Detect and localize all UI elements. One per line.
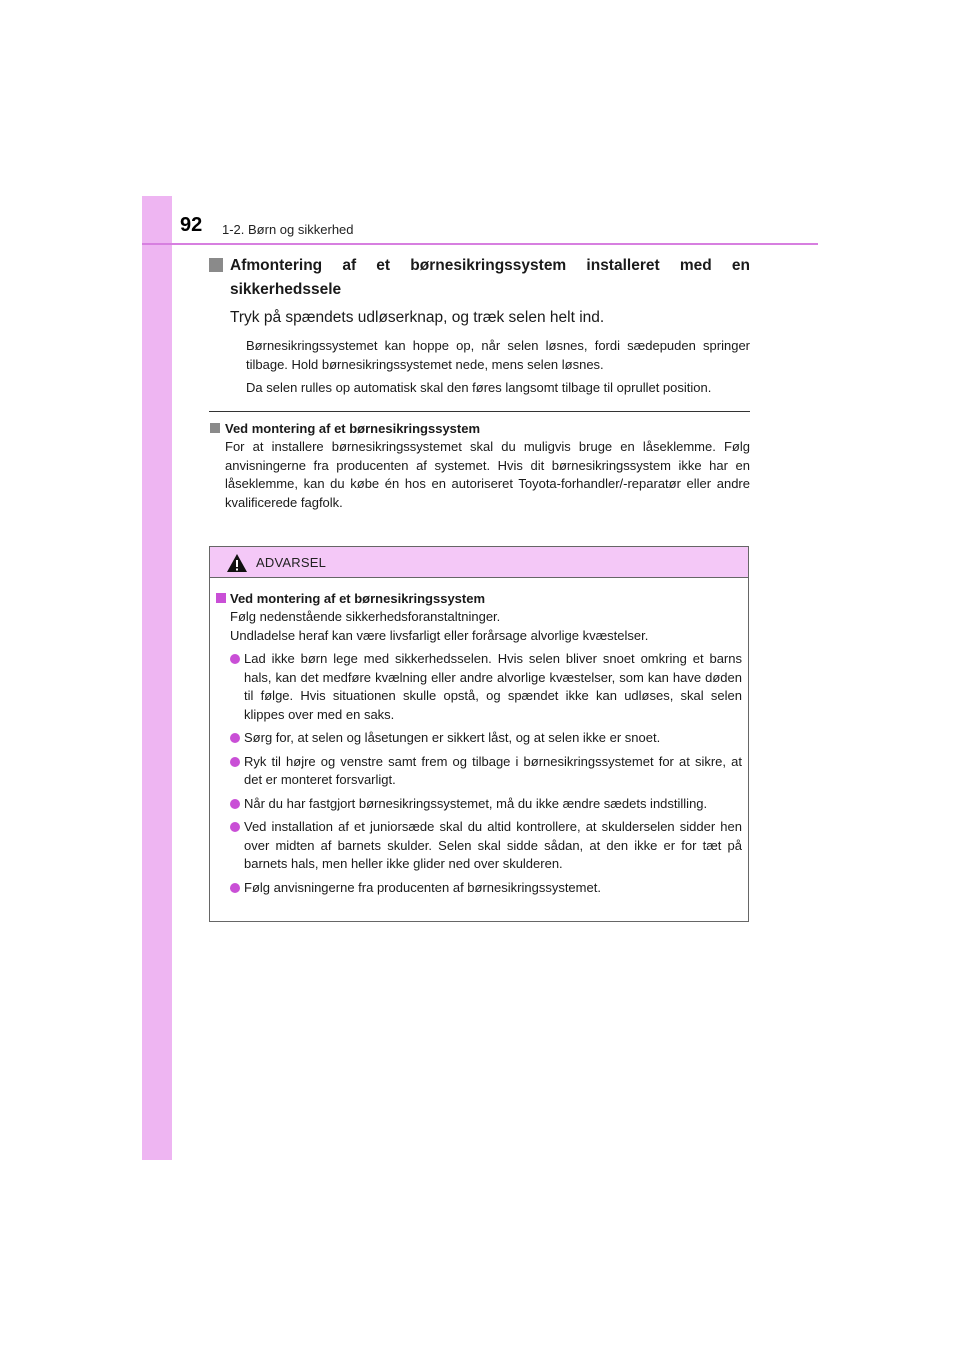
circle-bullet-icon: [230, 654, 240, 664]
warning-header: [210, 547, 748, 578]
circle-bullet-icon: [230, 733, 240, 743]
removal-notes: [209, 336, 750, 397]
list-item-text: Følg anvisningerne fra producenten af børnesikringssystemet.: [244, 879, 601, 895]
note-heading: [209, 420, 750, 438]
list-item-text: Ryk til højre og venstre samt frem og tilbage i børnesikringssystemet for at sikre, at det er monteret forsvarligt.: [244, 753, 742, 787]
warning-body: [210, 578, 748, 897]
section-heading: Afmontering af et børnesikringssystem installeret med en sikkerhedssele: [230, 257, 750, 298]
section-title: 1-2. Børn og sikkerhed: [222, 222, 354, 237]
warning-box: [209, 546, 749, 922]
side-color-band: [142, 196, 172, 1160]
list-item: [216, 650, 742, 724]
warning-line: Undladelse heraf kan være livsfarligt eller forårsage alvorlige kvæstelser.: [230, 627, 649, 643]
list-item-text: Sørg for, at selen og låsetungen er sikkert låst, og at selen ikke er snoet.: [244, 730, 661, 745]
warning-line: Følg nedenstående sikkerhedsforanstaltninger.: [230, 609, 501, 624]
paragraph: Børnesikringssystemet kan hoppe op, når selen løsnes, fordi sædepuden springer tilbage. Hold børnesikringssystemet nede, mens selen løsnes.: [246, 338, 750, 372]
circle-bullet-icon: [230, 883, 240, 893]
list-item: [216, 818, 742, 874]
note-heading-text: Ved montering af et børnesikringssystem: [225, 421, 481, 436]
paragraph: Da selen rulles op automatisk skal den føres langsomt tilbage til oprullet position.: [246, 380, 712, 395]
header-area: [142, 196, 818, 245]
list-item: [216, 729, 742, 748]
list-item-text: Ved installation af et juniorsæde skal du altid kontrollere, at skulderselen sidder hen over midten af barnets skulder. Selen skal sidde sådan, at den ikke er for tæt på barnets hals, men heller ikke glider ned over skulderen.: [244, 819, 742, 871]
list-item: [216, 879, 742, 898]
square-bullet-icon: [209, 258, 223, 272]
circle-bullet-icon: [230, 799, 240, 809]
square-bullet-icon: [210, 423, 220, 433]
removal-section: [209, 254, 750, 330]
note-text: For at installere børnesikringssystemet skal du muligvis bruge en låseklemme. Følg anvisningerne fra producenten af systemet. Hvis dit børnesikringssystem ikke har en låseklemme, kan du købe én hos en autoriseret Toyota-forhandler/-reparatør eller andre kvalificerede fagfolk.: [225, 439, 750, 510]
divider: [209, 411, 750, 412]
section-intro: Tryk på spændets udløserknap, og træk selen helt ind.: [230, 309, 605, 326]
circle-bullet-icon: [230, 822, 240, 832]
list-item-text: Lad ikke børn lege med sikkerhedsselen. Hvis selen bliver snoet omkring et barns hals, kan det medføre kvælning eller andre alvorlige kvæstelser, som kan have døden til følge. Hvis situationen skulle opstå, og spændet ikke kan udløses, skal selen klippes over med en saks.: [244, 651, 742, 722]
warning-icon: [226, 553, 248, 573]
circle-bullet-icon: [230, 757, 240, 767]
warning-bullet-list: [216, 650, 742, 897]
square-bullet-icon: [216, 593, 226, 603]
header-color-tab: [142, 196, 172, 245]
warning-heading: [216, 590, 742, 608]
warning-heading-text: Ved montering af et børnesikringssystem: [230, 591, 486, 606]
list-item: [216, 753, 742, 790]
page-number: 92: [180, 214, 203, 236]
header-rule: [142, 243, 818, 245]
main-content: [209, 254, 750, 512]
list-item: [216, 795, 742, 814]
warning-label: ADVARSEL: [256, 555, 326, 570]
list-item-text: Når du har fastgjort børnesikringssystemet, må du ikke ændre sædets indstilling.: [244, 795, 708, 811]
